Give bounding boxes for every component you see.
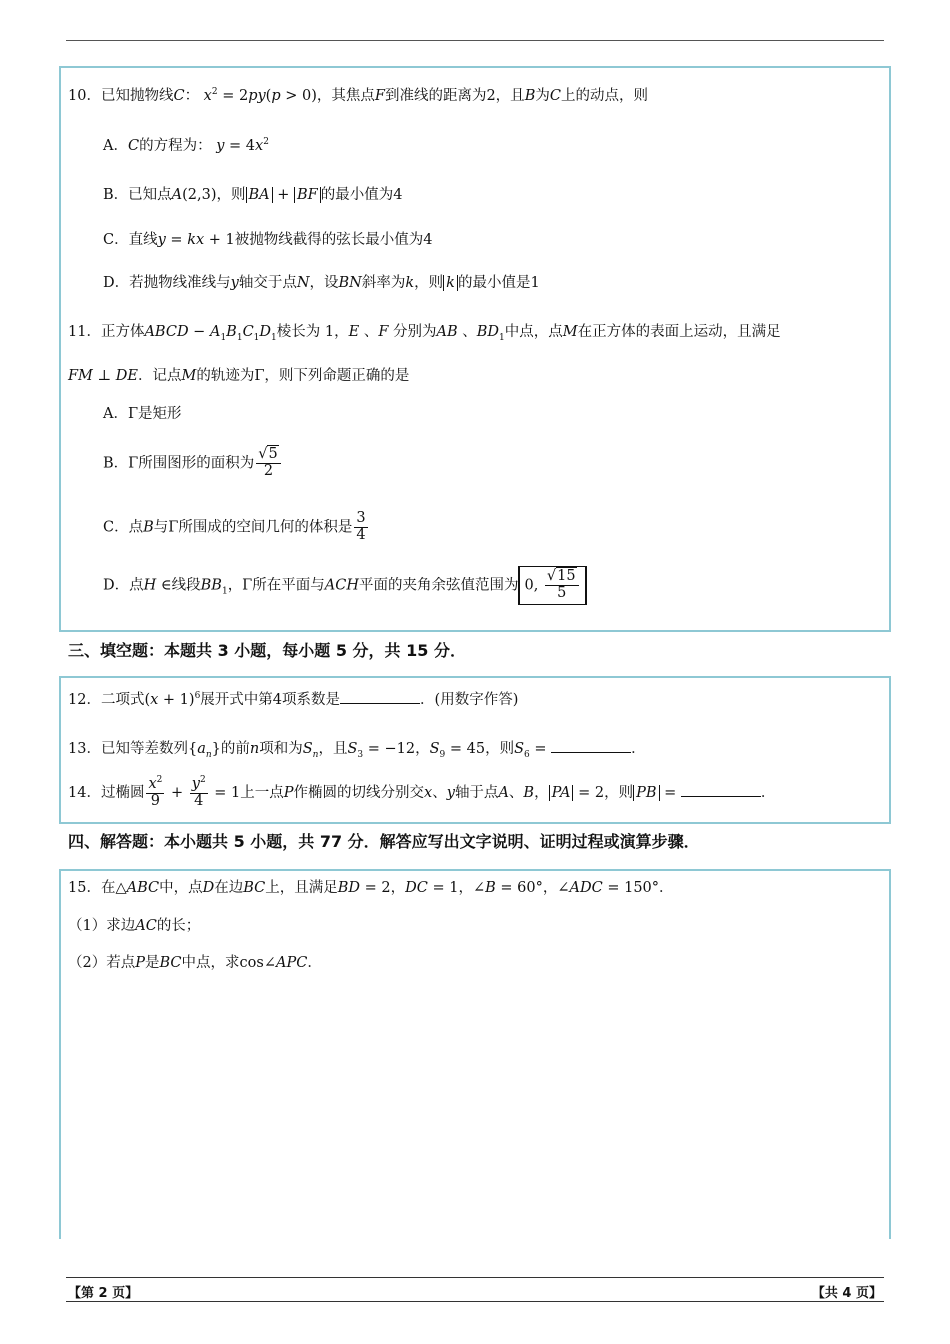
q15-part-2: （2）若点P是BC中点，求cos∠APC． xyxy=(68,955,322,971)
q15-part-1: （1）求边AC的长； xyxy=(68,918,201,934)
q13: 13．已知等差数列$\{a_n\}$的前n项和为$S_n$，且$S_3 = -12$，$S_9 = 45$，则$S_6$ = ． xyxy=(68,737,646,760)
q10-option-d: D．若抛物线准线与y轴交于点N，设BN斜率为k，则 k 的最小值是1 xyxy=(103,275,540,291)
q10-option-c: C．直线y = kx + 1被抛物线截得的弦长最小值为4 xyxy=(103,232,433,248)
q11-option-a: A．Γ是矩形 xyxy=(103,406,182,422)
q11-option-d: D．点H ∈线段$BB_1$，Γ所在平面与ACH平面的夹角余弦值范围为 0, $\frac{√15}{5}$ xyxy=(103,566,587,605)
answer-blank[interactable] xyxy=(340,689,420,704)
q11-stem: 11．正方体ABCD − $A_1B_1C_1D_1$棱长为 1，E 、F 分别为AB 、$BD_1$中点，点M在正方体的表面上运动，且满足 xyxy=(68,324,781,343)
answer-blank[interactable] xyxy=(551,738,631,753)
section-4-title: 四、解答题：本小题共 5 小题，共 77 分．解答应写出文字说明、证明过程或演算步骤． xyxy=(68,832,700,851)
footer-rule-top xyxy=(66,1277,884,1278)
answer-blank[interactable] xyxy=(681,782,761,797)
q10-stem: 10．已知抛物线C： $x^2 = 2py(p > 0)$，其焦点F到准线的距离为2，且B为C上的动点，则 xyxy=(68,87,648,104)
footer-rule-bottom xyxy=(66,1301,884,1302)
footer-page-total: 【共 4 页】 xyxy=(811,1286,882,1301)
footer-page-number: 【第 2 页】 xyxy=(68,1286,139,1301)
q12: 12．二项式$(x + 1)^6$展开式中第4项系数是 ．(用数字作答) xyxy=(68,688,518,709)
q11-option-b: B．Γ所围图形的面积为 $\frac{√5}{2}$ xyxy=(103,447,283,480)
q10-option-b: B．已知点A(2,3)，则 BA + BF 的最小值为4 xyxy=(103,187,403,203)
q15-stem: 15．在△ABC中，点D在边BC上，且满足BD = 2，DC = 1，∠B = 60°，∠ADC = 150°． xyxy=(68,880,674,896)
q14: 14．过椭圆 $\frac{x^2}{9}$ + $\frac{y^2}{4}$ = 1上一点P作椭圆的切线分别交x、y轴于点A、B， PA = 2，则 PB = ． xyxy=(68,775,776,809)
section-3-title: 三、填空题：本题共 3 小题，每小题 5 分，共 15 分． xyxy=(68,641,466,660)
top-rule xyxy=(66,40,884,41)
q11-stem-line2: FM ⊥ DE．记点M的轨迹为Γ，则下列命题正确的是 xyxy=(68,368,410,384)
q11-option-c: C．点B与Γ所围成的空间几何的体积是 $\frac{3}{4}$ xyxy=(103,510,366,543)
q10-option-a: A．C的方程为： $y = 4x^2$ xyxy=(103,137,269,154)
